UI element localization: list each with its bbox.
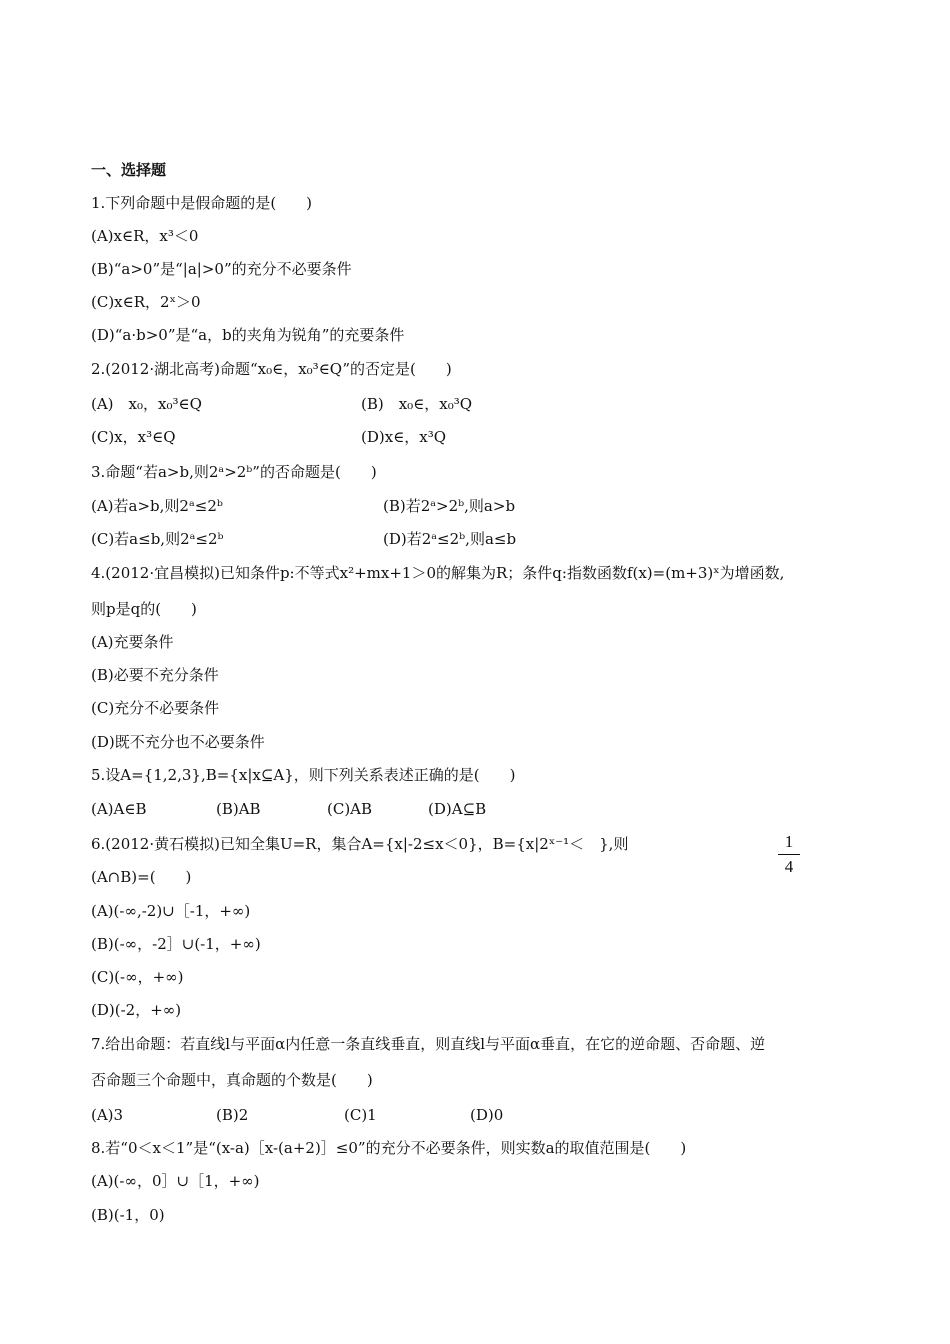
q1-option-d: (D)“a·b>0”是“a，b的夹角为锐角”的充要条件 [91, 326, 405, 344]
question-2: 2.(2012·湖北高考)命题“x₀∈，x₀³∈Q”的否定是( ) [91, 360, 452, 378]
fraction-bar [778, 854, 800, 855]
q2-option-c: (C)x，x³∈Q [91, 428, 176, 446]
q7-option-d: (D)0 [470, 1106, 504, 1124]
q6-option-a: (A)(-∞,-2)∪［-1，+∞) [91, 902, 251, 920]
q7-option-b: (B)2 [216, 1106, 249, 1124]
question-8: 8.若“0＜x＜1”是“(x-a)［x-(a+2)］≤0”的充分不必要条件，则实数a的取值范围是( ) [91, 1139, 687, 1157]
q1-option-c: (C)x∈R，2ˣ＞0 [91, 293, 201, 311]
question-1: 1.下列命题中是假命题的是( ) [91, 194, 313, 212]
q7-option-a: (A)3 [91, 1106, 124, 1124]
section-title: 一、选择题 [91, 161, 167, 179]
q6-option-d: (D)(-2，+∞) [91, 1001, 182, 1019]
q3-option-d: (D)若2ᵃ≤2ᵇ,则a≤b [383, 530, 517, 548]
question-4-cont: 则p是q的( ) [91, 600, 197, 618]
q2-option-a: (A) x₀，x₀³∈Q [91, 395, 202, 413]
q3-option-a: (A)若a>b,则2ᵃ≤2ᵇ [91, 497, 223, 515]
question-3: 3.命题“若a>b,则2ᵃ>2ᵇ”的否命题是( ) [91, 463, 377, 481]
q5-option-d: (D)A⊆B [428, 800, 487, 818]
question-4: 4.(2012·宜昌模拟)已知条件p:不等式x²+mx+1＞0的解集为R；条件q:指数函数f(x)=(m+3)ˣ为增函数, [91, 564, 785, 582]
question-7-cont: 否命题三个命题中，真命题的个数是( ) [91, 1071, 373, 1089]
question-6-cont: (A∩B)=( ) [91, 868, 192, 886]
q8-option-b: (B)(-1，0) [91, 1206, 165, 1224]
fraction-numerator: 1 [784, 832, 794, 851]
question-5: 5.设A={1,2,3},B={x|x⊆A}，则下列关系表述正确的是( ) [91, 766, 516, 784]
question-6: 6.(2012·黄石模拟)已知全集U=R，集合A={x|-2≤x＜0}，B={x|2ˣ⁻¹＜ },则 [91, 835, 629, 853]
fraction-denominator: 4 [784, 857, 794, 876]
q1-option-b: (B)“a>0”是“|a|>0”的充分不必要条件 [91, 260, 352, 278]
q4-option-d: (D)既不充分也不必要条件 [91, 733, 265, 751]
q4-option-c: (C)充分不必要条件 [91, 699, 220, 717]
fraction-one-quarter [778, 832, 800, 877]
q8-option-a: (A)(-∞，0］∪［1，+∞) [91, 1172, 260, 1190]
q5-option-a: (A)A∈B [91, 800, 147, 818]
q2-option-d: (D)x∈，x³Q [361, 428, 447, 446]
q3-option-b: (B)若2ᵃ>2ᵇ,则a>b [383, 497, 516, 515]
q4-option-b: (B)必要不充分条件 [91, 666, 219, 684]
q1-option-a: (A)x∈R，x³＜0 [91, 227, 199, 245]
q5-option-c: (C)AB [327, 800, 373, 818]
q6-option-b: (B)(-∞，-2］∪(-1，+∞) [91, 935, 261, 953]
q3-option-c: (C)若a≤b,则2ᵃ≤2ᵇ [91, 530, 224, 548]
q5-option-b: (B)AB [216, 800, 261, 818]
q4-option-a: (A)充要条件 [91, 633, 174, 651]
q7-option-c: (C)1 [344, 1106, 377, 1124]
q2-option-b: (B) x₀∈，x₀³Q [361, 395, 473, 413]
q6-option-c: (C)(-∞，+∞) [91, 968, 184, 986]
question-7: 7.给出命题：若直线l与平面α内任意一条直线垂直，则直线l与平面α垂直，在它的逆命题、否命题、逆 [91, 1035, 766, 1053]
